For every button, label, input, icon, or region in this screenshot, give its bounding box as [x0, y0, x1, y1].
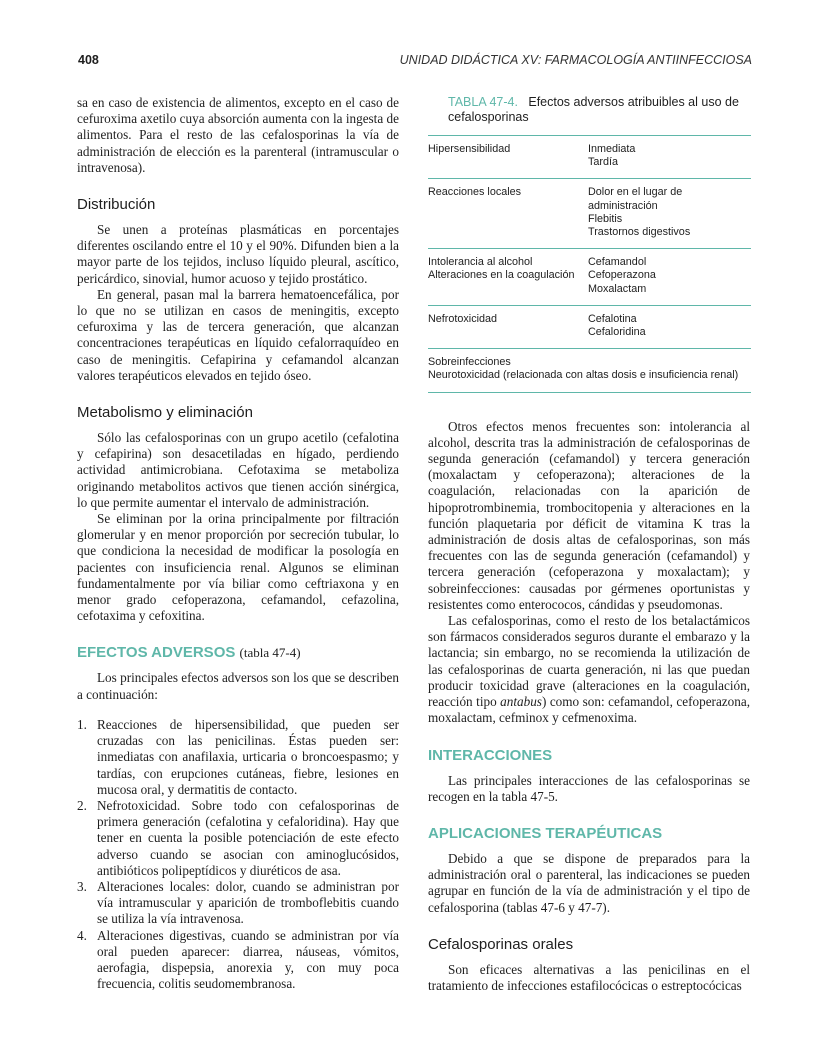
- orales-paragraph: Son eficaces alternativas a las penicilinas en el tratamiento de infecciones estafilocócicas o estreptocócicas: [428, 961, 750, 993]
- table-cell-right: [588, 256, 751, 296]
- table-label: TABLA 47-4.: [448, 95, 518, 109]
- otros-efectos-paragraph: Otros efectos menos frecuentes son: intolerancia al alcohol, descrita tras la administración de cefalosporinas de segunda generación (cefamandol) y tercera generación (moxalactam y cefoperazona); alteraciones de la coagulación, relacionadas con la aparición de hipoprotrombinemia, trombocitopenia y alteraciones en la función plaquetaria por déficit de vitamina K tras la administración de dosis altas de cefalosporinas, son más frecuentes con las de segunda generación (cefamandol) y tercera generación (cefoperazona y moxalactam); y sobreinfecciones: causadas por gérmenes oportunistas y resistentes como enterococos, cándidas y pseudomonas.: [428, 418, 750, 612]
- table-cell-left: [428, 256, 588, 296]
- table-cell-line: Tardía: [588, 156, 619, 169]
- embarazo-paragraph: [428, 613, 750, 726]
- interacciones-paragraph: Las principales interacciones de las cefalosporinas se recogen en la tabla 47-5.: [428, 772, 750, 804]
- table-cell-line: Intolerancia al alcohol: [428, 256, 533, 269]
- metabolismo-heading: Metabolismo y eliminación: [77, 404, 253, 422]
- list-item-number: 3.: [77, 878, 87, 894]
- table-cell-right: [588, 313, 751, 339]
- running-header: UNIDAD DIDÁCTICA XV: FARMACOLOGÍA ANTIINFECCIOSA: [399, 53, 752, 67]
- list-item: [77, 717, 399, 798]
- embarazo-text-italic: antabus: [500, 694, 542, 710]
- list-item-text: Reacciones de hipersensibilidad, que pueden ser cruzadas con las penicilinas. Éstas pueden ser: inmediatas con anafilaxia, urticaria o broncoespasmo; y tardías, con erupciones cutáneas, fiebre, lesiones en mucosa oral, y dermatitis de contacto.: [97, 716, 399, 797]
- table-cell-line: Cefamandol: [588, 256, 647, 269]
- list-item-text: Alteraciones locales: dolor, cuando se administran por vía intramuscular y aparición de tromboflebitis cuando se utiliza la vía intravenosa.: [97, 878, 399, 927]
- table-cell-line: Cefaloridina: [588, 326, 646, 339]
- table-cell-left: [428, 186, 588, 239]
- list-item: [77, 928, 399, 993]
- table-cell-line: Inmediata: [588, 143, 636, 155]
- embarazo-text-a: Las cefalosporinas, como el resto de los betalactámicos son fármacos considerados seguros durante el embarazo y la lactancia; sin embargo, no se recomienda la utilización de las cefalosporinas de cuarta generación, ni las que puedan producir toxicidad grave (alteraciones en la coagulación, reacción tipo: [428, 613, 750, 710]
- table-47-4: [428, 95, 751, 393]
- efectos-adversos-table-ref: (tabla 47-4): [239, 645, 301, 661]
- aplicaciones-paragraph: Debido a que se dispone de preparados para la administración oral o parenteral, las indicaciones se pueden agrupar en función de la vía de administración y el tipo de cefalosporina (tablas 47-6 y 47-7).: [428, 850, 750, 915]
- table-cell-line: Cefalotina: [588, 312, 637, 325]
- metabolismo-paragraph-2: Se eliminan por la orina principalmente por filtración glomerular y en menor proporción por secreción tubular, lo que condiciona la necesidad de modificar la posología en pacientes con insuficiencia renal. Algunos se eliminan fundamentalmente por vía biliar como ceftriaxona y en menor grado cefoperazona, cefamandol, cefazolina, cefotaxima y cefoxitina.: [77, 511, 399, 624]
- table-cell-line: Neurotoxicidad (relacionada con altas dosis e insuficiencia renal): [428, 369, 739, 382]
- metabolismo-paragraph-1: Sólo las cefalosporinas con un grupo acetilo (cefalotina y cefapirina) son desacetiladas en hígado, perdiendo actividad antimicrobiana. Cefotaxima se metaboliza originando metabolitos activos que tienen acción sinérgica, lo que permite aumentar el intervalo de administración.: [77, 430, 399, 510]
- table-cell-line: Moxalactam: [588, 282, 647, 295]
- efectos-adversos-title: EFECTOS ADVERSOS: [77, 644, 236, 662]
- table-cell-line: Trastornos digestivos: [588, 226, 691, 239]
- aplicaciones-heading: APLICACIONES TERAPÉUTICAS: [428, 824, 663, 842]
- table-cell-line: Nefrotoxicidad: [428, 312, 498, 325]
- list-item-number: 2.: [77, 797, 87, 813]
- table-row: [428, 348, 751, 392]
- list-item: [77, 798, 399, 879]
- table-cell-line: Reacciones locales: [428, 186, 522, 199]
- distribucion-paragraph-2: En general, pasan mal la barrera hematoencefálica, por lo que no se utilizan en casos de meningitis, excepto cefuroxima y las de tercera generación, que alcanzan concentraciones terapéuticas en líquido cefalorraquídeo en caso de meningitis. Cefapirina y cefamandol alcanzan valores terapéuticos elevados en tejido óseo.: [77, 286, 399, 383]
- left-column: [77, 95, 399, 992]
- table-cell-line: Cefoperazona: [588, 269, 656, 282]
- table-cell-line: Flebitis: [588, 212, 623, 225]
- table-cell-right: [588, 186, 751, 239]
- table-row: [428, 178, 751, 248]
- intro-paragraph: sa en caso de existencia de alimentos, excepto en el caso de cefuroxima axetilo cuya absorción aumenta con la ingesta de alimentos. Para el resto de las cefalosporinas la vía de administración de elección es la parenteral (intramuscular o intravenosa).: [77, 95, 399, 175]
- efectos-list: [77, 717, 399, 992]
- list-item-text: Alteraciones digestivas, cuando se administran por vía oral pueden aparecer: diarrea, náuseas, vómitos, aerofagia, dispepsia, anorexia y, con muy poca frecuencia, colitis seudomembranosa.: [97, 927, 399, 992]
- list-item: [77, 879, 399, 928]
- orales-heading: Cefalosporinas orales: [428, 935, 574, 953]
- table-cell-line: Dolor en el lugar de administración: [588, 186, 683, 212]
- page-number: 408: [78, 53, 99, 67]
- distribucion-paragraph-1: Se unen a proteínas plasmáticas en porcentajes diferentes oscilando entre el 10 y el 90%. Difunden bien a la mayor parte de los tejidos, incluso líquido pleural, ascítico, pericárdico, sinovial, humor acuoso y tejido prostático.: [77, 222, 399, 286]
- table-cell-full: [428, 356, 751, 382]
- efectos-intro-paragraph: Los principales efectos adversos son los que se describen a continuación:: [77, 670, 399, 702]
- table-cell-line: Hipersensibilidad: [428, 143, 511, 155]
- list-item-number: 4.: [77, 927, 87, 943]
- table-row: [428, 135, 751, 178]
- table-cell-line: Sobreinfecciones: [428, 356, 511, 369]
- table-row: [428, 305, 751, 348]
- embarazo-text-b: ) como son: cefamandol, cefoperazona, moxalactam, cefminox y cefmenoxima.: [428, 694, 750, 726]
- list-item-text: Nefrotoxicidad. Sobre todo con cefalosporinas de primera generación (cefalotina y cefaloridina). Hay que tener en cuenta la posible potenciación de este efecto adverso cuando se asocian con aminoglucósidos, antibióticos polipeptídicos y diuréticos de asa.: [97, 797, 399, 878]
- list-item-number: 1.: [77, 716, 87, 732]
- table-cell-left: [428, 313, 588, 339]
- efectos-adversos-heading: [77, 644, 399, 661]
- table-title: Efectos adversos atribuibles al uso de cefalosporinas: [448, 95, 739, 124]
- right-column: [428, 95, 750, 994]
- table-cell-right: [588, 143, 751, 169]
- interacciones-heading: INTERACCIONES: [428, 746, 553, 764]
- table-cell-line: Alteraciones en la coagulación: [428, 269, 575, 282]
- table-cell-left: [428, 143, 588, 169]
- table-caption: [428, 95, 751, 125]
- distribucion-heading: Distribución: [77, 196, 156, 214]
- table-row: [428, 248, 751, 305]
